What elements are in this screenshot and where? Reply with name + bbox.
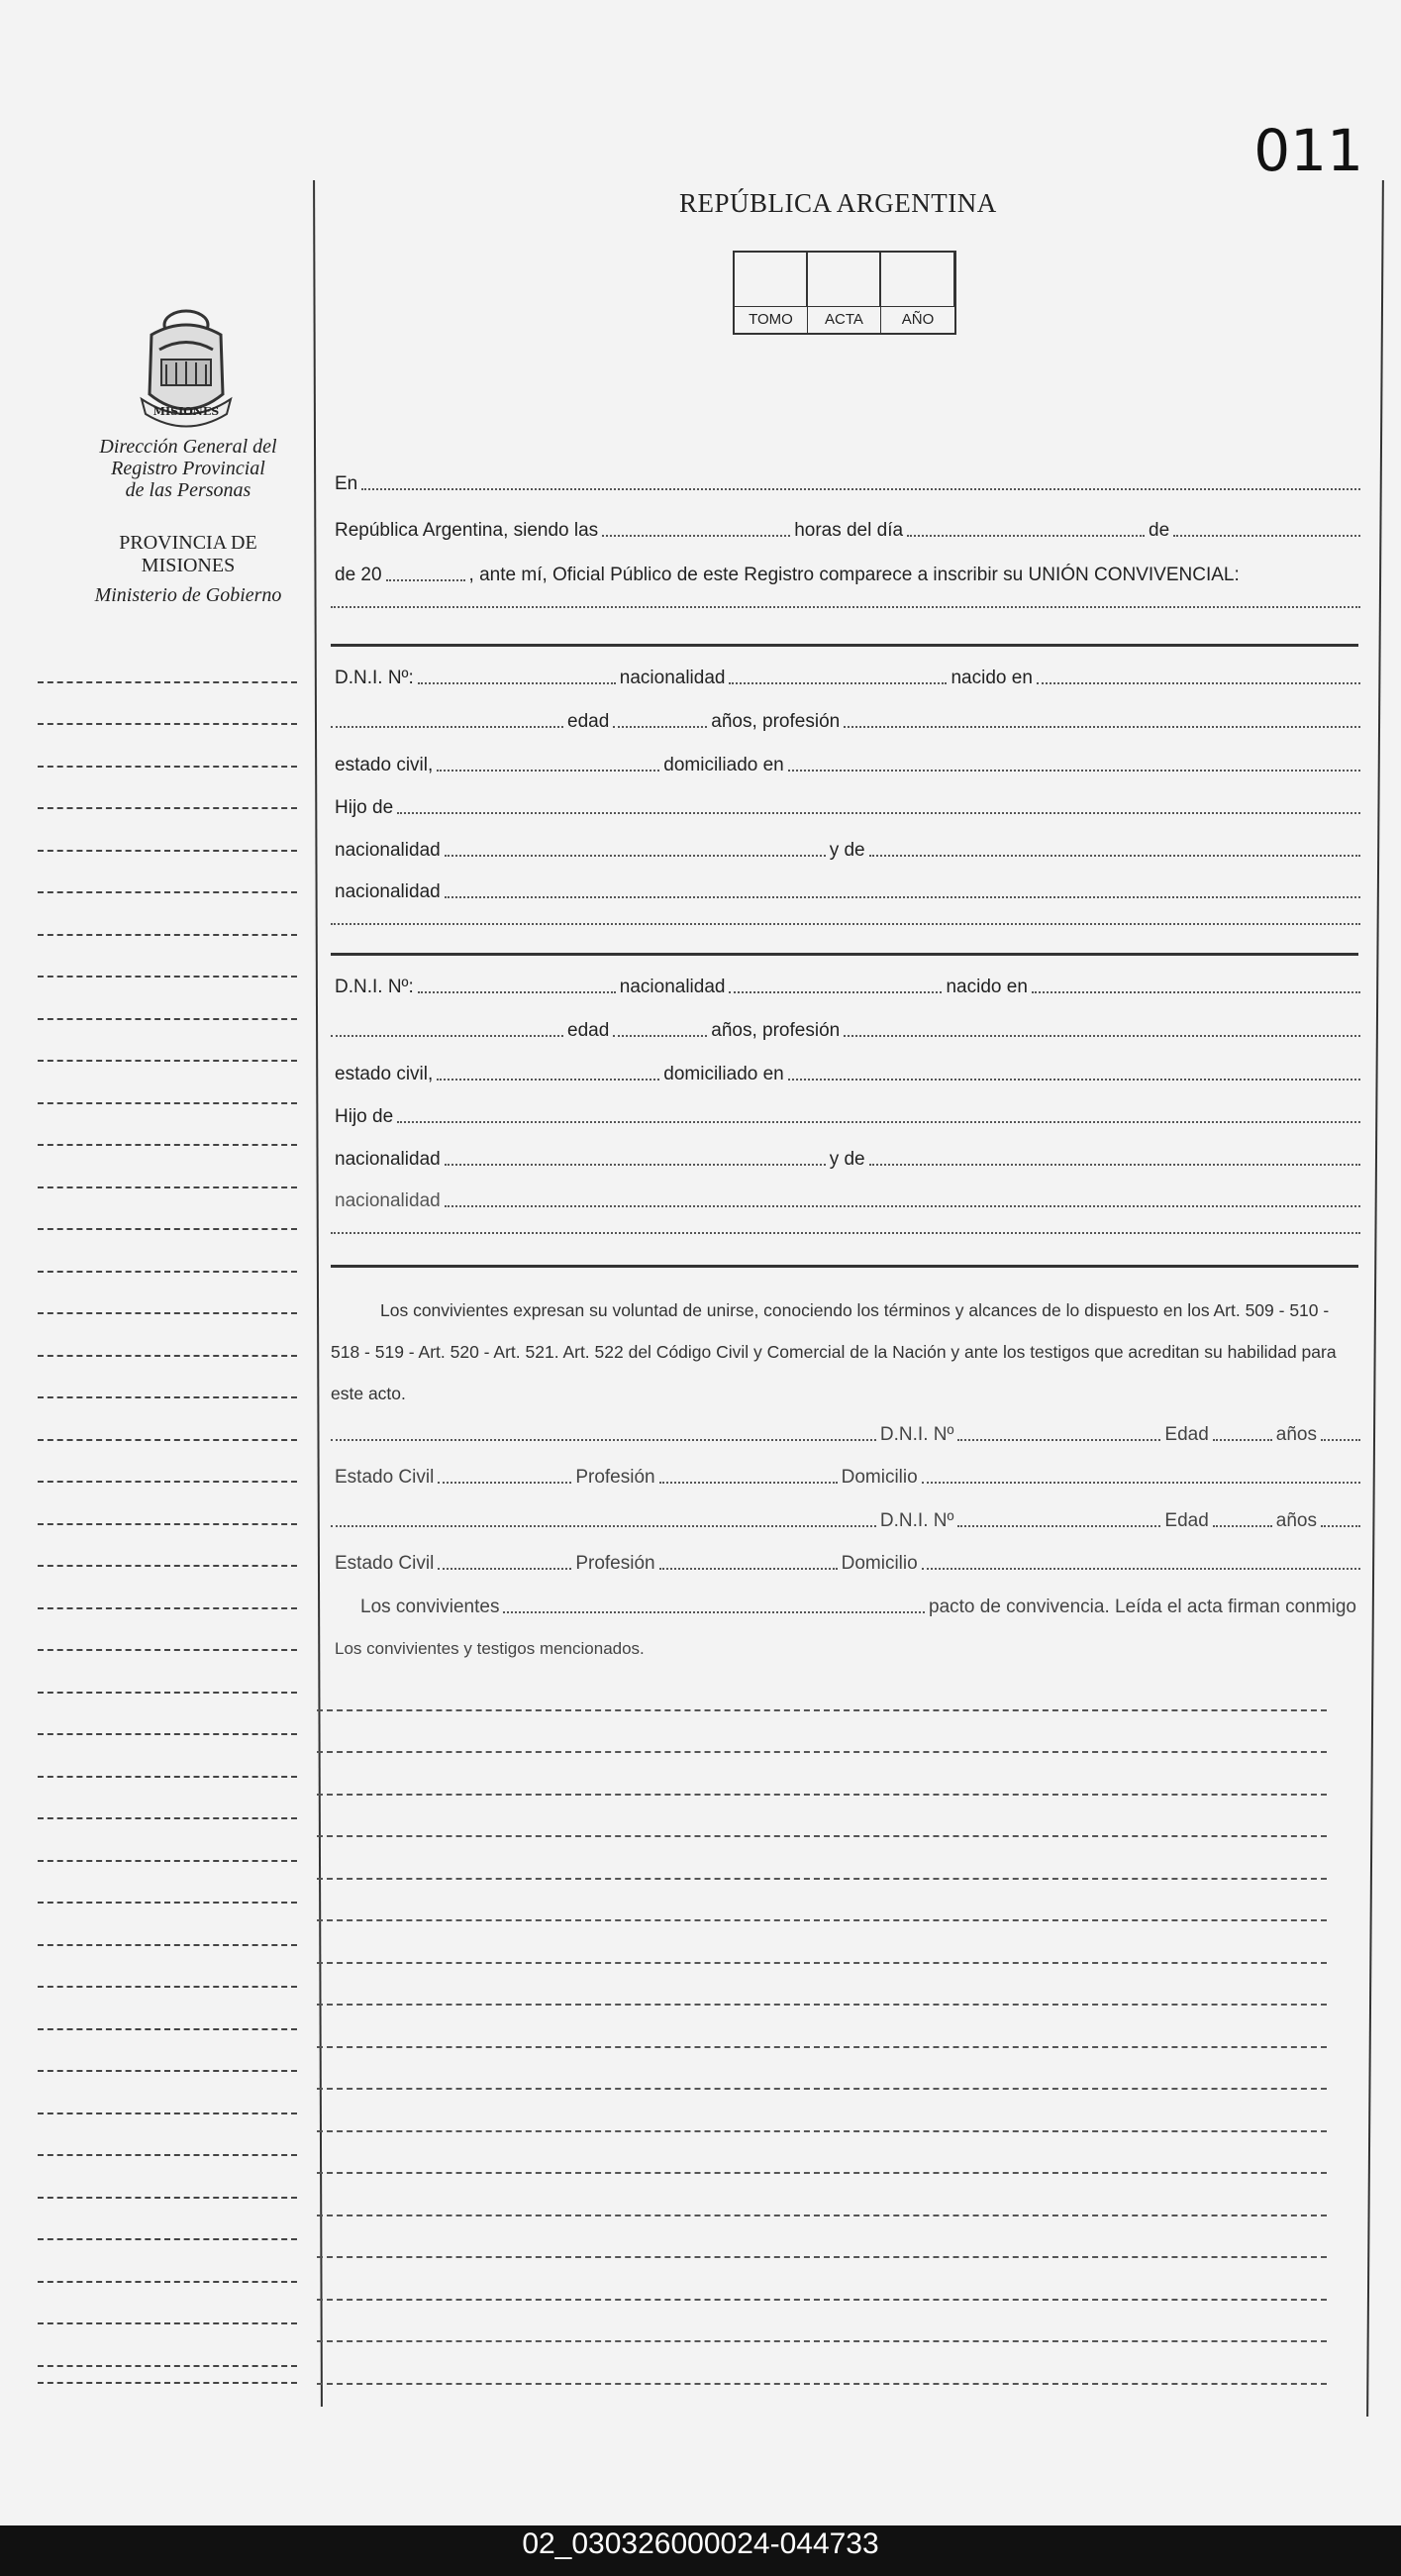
blank-line[interactable] — [317, 1794, 1327, 1796]
person2-age-field[interactable] — [613, 1035, 707, 1037]
ano-field[interactable] — [881, 253, 954, 333]
union-line — [331, 606, 1360, 613]
margin-note-line[interactable] — [38, 1396, 297, 1398]
blank-line[interactable] — [317, 2088, 1327, 2090]
witness1-profession-field[interactable] — [659, 1482, 838, 1484]
person1-parent2-nat-line — [331, 881, 1360, 903]
blank-line[interactable] — [317, 1835, 1327, 1837]
witness1-age-field[interactable] — [1213, 1439, 1272, 1441]
person2-parent-line — [331, 1106, 1360, 1128]
witness1-dni-line — [331, 1424, 1360, 1446]
margin-note-line[interactable] — [38, 1439, 297, 1441]
witness2-dni-line — [331, 1510, 1360, 1532]
witness2-civil-line — [331, 1553, 1360, 1575]
margin-note-line[interactable] — [38, 1986, 297, 1988]
witness1-civil-line — [331, 1467, 1360, 1489]
nacionalidad-label: nacionalidad — [619, 668, 726, 688]
place-field[interactable] — [361, 488, 1360, 490]
person1-age-field[interactable] — [613, 726, 707, 728]
left-margin-line — [313, 180, 323, 2407]
person2-parent2-nationality-field[interactable] — [445, 1205, 1360, 1207]
de20-label: de 20 — [335, 565, 382, 585]
blank-line[interactable] — [317, 2383, 1327, 2385]
anos-label: años — [1275, 1424, 1317, 1445]
margin-note-line[interactable] — [38, 2154, 297, 2156]
agency-name — [69, 436, 307, 501]
profesion-label: Profesión — [575, 1553, 655, 1574]
pact-line — [331, 1597, 1360, 1618]
province-line: MISIONES — [141, 555, 236, 576]
witness1-extra-field[interactable] — [1321, 1439, 1360, 1441]
section-divider — [331, 953, 1358, 956]
person2-dni-field[interactable] — [418, 991, 616, 993]
y-de-label: y de — [829, 1149, 865, 1170]
person2-civil-status-field[interactable] — [437, 1079, 659, 1081]
person1-dni-field[interactable] — [418, 682, 616, 684]
margin-note-line[interactable] — [38, 1102, 297, 1104]
domicilio-label: Domicilio — [841, 1467, 918, 1488]
nacido-en-label: nacido en — [951, 668, 1033, 688]
margin-note-line[interactable] — [38, 1228, 297, 1230]
anos-profesion-label: años, profesión — [711, 711, 841, 732]
anos-profesion-label: años, profesión — [711, 1020, 841, 1041]
margin-note-line[interactable] — [38, 1649, 297, 1651]
person1-civil-line — [331, 755, 1360, 776]
acta-label: ACTA — [808, 306, 880, 333]
person1-civil-status-field[interactable] — [437, 770, 659, 772]
blank-line[interactable] — [317, 2172, 1327, 2174]
person1-parent1-field[interactable] — [397, 812, 1360, 814]
margin-note-line[interactable] — [38, 2281, 297, 2283]
person1-nationality-field[interactable] — [729, 682, 947, 684]
margin-note-line[interactable] — [38, 807, 297, 809]
person2-profession-field[interactable] — [844, 1035, 1360, 1037]
margin-note-line[interactable] — [38, 1271, 297, 1273]
agreement-text: Los convivientes expresan su voluntad de unirse, conociendo los términos y alcances de lo dispuesto en los Art. 509 - 510 - 518 - 519 - Art. 520 - Art. 521. Art. 522 del Código Civil y Comercial de la Nación y ante los testigos que acreditan su habilidad para este acto. — [331, 1300, 1337, 1403]
blank-line[interactable] — [317, 1962, 1327, 1964]
nacionalidad-label: nacionalidad — [335, 1190, 441, 1211]
convivientes-label: Los convivientes — [360, 1597, 500, 1617]
margin-note-line[interactable] — [38, 2238, 297, 2240]
margin-note-line[interactable] — [38, 2028, 297, 2030]
margin-note-line[interactable] — [38, 1817, 297, 1819]
person2-dni-line — [331, 977, 1360, 998]
tomo-field[interactable] — [735, 253, 808, 333]
day-field[interactable] — [907, 535, 1145, 537]
person2-nationality-field[interactable] — [729, 991, 942, 993]
margin-note-line[interactable] — [38, 976, 297, 978]
province-coat-of-arms-logo — [132, 305, 241, 432]
dni-label: D.N.I. Nº: — [335, 668, 414, 688]
margin-note-line[interactable] — [38, 681, 297, 683]
person2-parent2-field[interactable] — [869, 1164, 1360, 1166]
blank-line[interactable] — [317, 1919, 1327, 1921]
margin-note-line[interactable] — [38, 2070, 297, 2072]
edad-label: Edad — [1164, 1510, 1209, 1531]
person1-parent1-nationality-field[interactable] — [445, 855, 826, 857]
blank-line[interactable] — [317, 1751, 1327, 1753]
blank-line[interactable] — [317, 1878, 1327, 1880]
person2-extra-field[interactable] — [331, 1232, 1360, 1234]
blank-line[interactable] — [317, 2046, 1327, 2048]
blank-line[interactable] — [317, 2299, 1327, 2301]
person1-address-field[interactable] — [788, 770, 1360, 772]
margin-note-line[interactable] — [38, 1944, 297, 1946]
acta-field[interactable] — [808, 253, 881, 333]
person1-profession-field[interactable] — [844, 726, 1360, 728]
witness1-dni-field[interactable] — [957, 1439, 1160, 1441]
person1-dni-line — [331, 668, 1360, 689]
logo-banner-text: MISIONES — [152, 405, 220, 418]
nacionalidad-label: nacionalidad — [619, 977, 726, 997]
margin-note-line[interactable] — [38, 1144, 297, 1146]
margin-note-line[interactable] — [38, 1018, 297, 1020]
year-line — [331, 565, 1360, 586]
dni-label: D.N.I. Nº — [879, 1510, 954, 1531]
closing-label: Los convivientes y testigos mencionados. — [335, 1639, 645, 1658]
person2-parent1-field[interactable] — [397, 1121, 1360, 1123]
anos-label: años — [1275, 1510, 1317, 1531]
blank-line[interactable] — [317, 2340, 1327, 2342]
edad-label: edad — [567, 1020, 610, 1041]
person2-parent1-nationality-field[interactable] — [445, 1164, 826, 1166]
estado-civil-label: estado civil, — [335, 755, 434, 775]
dni-label: D.N.I. Nº — [879, 1424, 954, 1445]
margin-note-line[interactable] — [38, 1776, 297, 1778]
margin-note-line[interactable] — [38, 1733, 297, 1735]
margin-note-line[interactable] — [38, 891, 297, 893]
blank-line[interactable] — [317, 2130, 1327, 2132]
en-label: En — [335, 473, 358, 494]
time-line — [331, 520, 1360, 542]
witness2-address-field[interactable] — [922, 1568, 1360, 1570]
profesion-label: Profesión — [575, 1467, 655, 1488]
edad-label: edad — [567, 711, 610, 732]
witness1-civil-field[interactable] — [438, 1482, 571, 1484]
hijo-de-label: Hijo de — [335, 1106, 394, 1127]
closing-line — [331, 1639, 1360, 1659]
margin-note-line[interactable] — [38, 2322, 297, 2324]
nacionalidad-label: nacionalidad — [335, 881, 441, 902]
margin-note-line[interactable] — [38, 2365, 297, 2367]
person2-address-field[interactable] — [788, 1079, 1360, 1081]
margin-note-line[interactable] — [38, 850, 297, 852]
year-field[interactable] — [386, 579, 465, 581]
person2-parent2-nat-line — [331, 1190, 1360, 1212]
y-de-label: y de — [829, 840, 865, 861]
estado-civil-label: Estado Civil — [335, 1553, 435, 1574]
witness1-name-field[interactable] — [331, 1439, 876, 1441]
hijo-de-label: Hijo de — [335, 797, 394, 818]
domiciliado-label: domiciliado en — [663, 755, 784, 775]
witness2-profession-field[interactable] — [659, 1568, 838, 1570]
person1-parent2-field[interactable] — [869, 855, 1360, 857]
place-line — [331, 473, 1360, 495]
blank-line[interactable] — [317, 2215, 1327, 2216]
horas-label: horas del día — [794, 520, 904, 541]
margin-note-line[interactable] — [38, 934, 297, 936]
ano-label: AÑO — [881, 306, 954, 333]
ministry-name: Ministerio de Gobierno — [94, 584, 282, 606]
estado-civil-label: estado civil, — [335, 1064, 434, 1084]
agreement-paragraph — [331, 1289, 1345, 1414]
person1-parent-line — [331, 797, 1360, 819]
person2-civil-line — [331, 1064, 1360, 1085]
margin-note-line[interactable] — [38, 1692, 297, 1694]
nacido-en-label: nacido en — [946, 977, 1028, 997]
witness2-name-field[interactable] — [331, 1525, 876, 1527]
person2-age-line — [331, 1020, 1360, 1042]
margin-note-line[interactable] — [38, 1860, 297, 1862]
hours-field[interactable] — [602, 535, 790, 537]
margin-note-line[interactable] — [38, 1565, 297, 1567]
margin-note-line[interactable] — [38, 1186, 297, 1188]
witness2-extra-field[interactable] — [1321, 1525, 1360, 1527]
registry-box — [733, 251, 956, 335]
witness2-civil-field[interactable] — [438, 1568, 571, 1570]
month-field[interactable] — [1173, 535, 1360, 537]
union-field[interactable] — [331, 606, 1360, 608]
person1-parent2-nationality-field[interactable] — [445, 896, 1360, 898]
margin-note-line[interactable] — [38, 1523, 297, 1525]
dni-label: D.N.I. Nº: — [335, 977, 414, 997]
republica-label: República Argentina, siendo las — [335, 520, 599, 541]
person2-birthplace-cont-field[interactable] — [331, 1035, 563, 1037]
agency-line: Registro Provincial — [111, 458, 265, 479]
section-divider — [331, 1265, 1358, 1268]
right-margin-line — [1366, 180, 1384, 2417]
person2-extra-line — [331, 1232, 1360, 1239]
page-number: 011 — [1253, 117, 1363, 184]
ante-label: , ante mí, Oficial Público de este Registro comparece a inscribir su UNIÓN CONVIVENCIAL: — [468, 565, 1240, 585]
witness1-address-field[interactable] — [922, 1482, 1360, 1484]
person1-age-line — [331, 711, 1360, 733]
domiciliado-label: domiciliado en — [663, 1064, 784, 1084]
margin-note-line[interactable] — [38, 1902, 297, 1904]
estado-civil-label: Estado Civil — [335, 1467, 435, 1488]
margin-note-line[interactable] — [38, 2197, 297, 2199]
domicilio-label: Domicilio — [841, 1553, 918, 1574]
person1-parent-nat-line — [331, 840, 1360, 862]
person1-birthplace-cont-field[interactable] — [331, 726, 563, 728]
margin-note-line[interactable] — [38, 2382, 297, 2384]
edad-label: Edad — [1164, 1424, 1209, 1445]
agency-line: Dirección General del — [99, 436, 277, 458]
nacionalidad-label: nacionalidad — [335, 840, 441, 861]
person1-extra-field[interactable] — [331, 923, 1360, 925]
person1-extra-line — [331, 923, 1360, 930]
section-divider — [331, 644, 1358, 647]
nacionalidad-label: nacionalidad — [335, 1149, 441, 1170]
margin-note-line[interactable] — [38, 1355, 297, 1357]
form-title: REPÚBLICA ARGENTINA — [679, 188, 997, 218]
margin-note-line[interactable] — [38, 766, 297, 768]
blank-line[interactable] — [317, 1709, 1327, 1711]
margin-note-line[interactable] — [38, 1060, 297, 1062]
witness2-dni-field[interactable] — [957, 1525, 1160, 1527]
margin-note-line[interactable] — [38, 1481, 297, 1483]
blank-line[interactable] — [317, 2004, 1327, 2006]
person1-birthplace-field[interactable] — [1037, 682, 1360, 684]
margin-note-line[interactable] — [38, 723, 297, 725]
blank-line[interactable] — [317, 2256, 1327, 2258]
tomo-label: TOMO — [735, 306, 807, 333]
de-label: de — [1149, 520, 1170, 541]
person2-birthplace-field[interactable] — [1032, 991, 1360, 993]
witness2-age-field[interactable] — [1213, 1525, 1272, 1527]
province-line: PROVINCIA DE — [119, 532, 257, 554]
pact-field[interactable] — [503, 1611, 925, 1613]
pacto-label: pacto de convivencia. Leída el acta firman conmigo — [929, 1597, 1356, 1617]
document-code: 02_030326000024-044733 — [522, 2527, 879, 2560]
province-name — [69, 532, 307, 577]
margin-note-line[interactable] — [38, 1312, 297, 1314]
margin-note-line[interactable] — [38, 1607, 297, 1609]
person2-parent-nat-line — [331, 1149, 1360, 1171]
margin-note-line[interactable] — [38, 2112, 297, 2114]
agency-line: de las Personas — [125, 479, 251, 501]
